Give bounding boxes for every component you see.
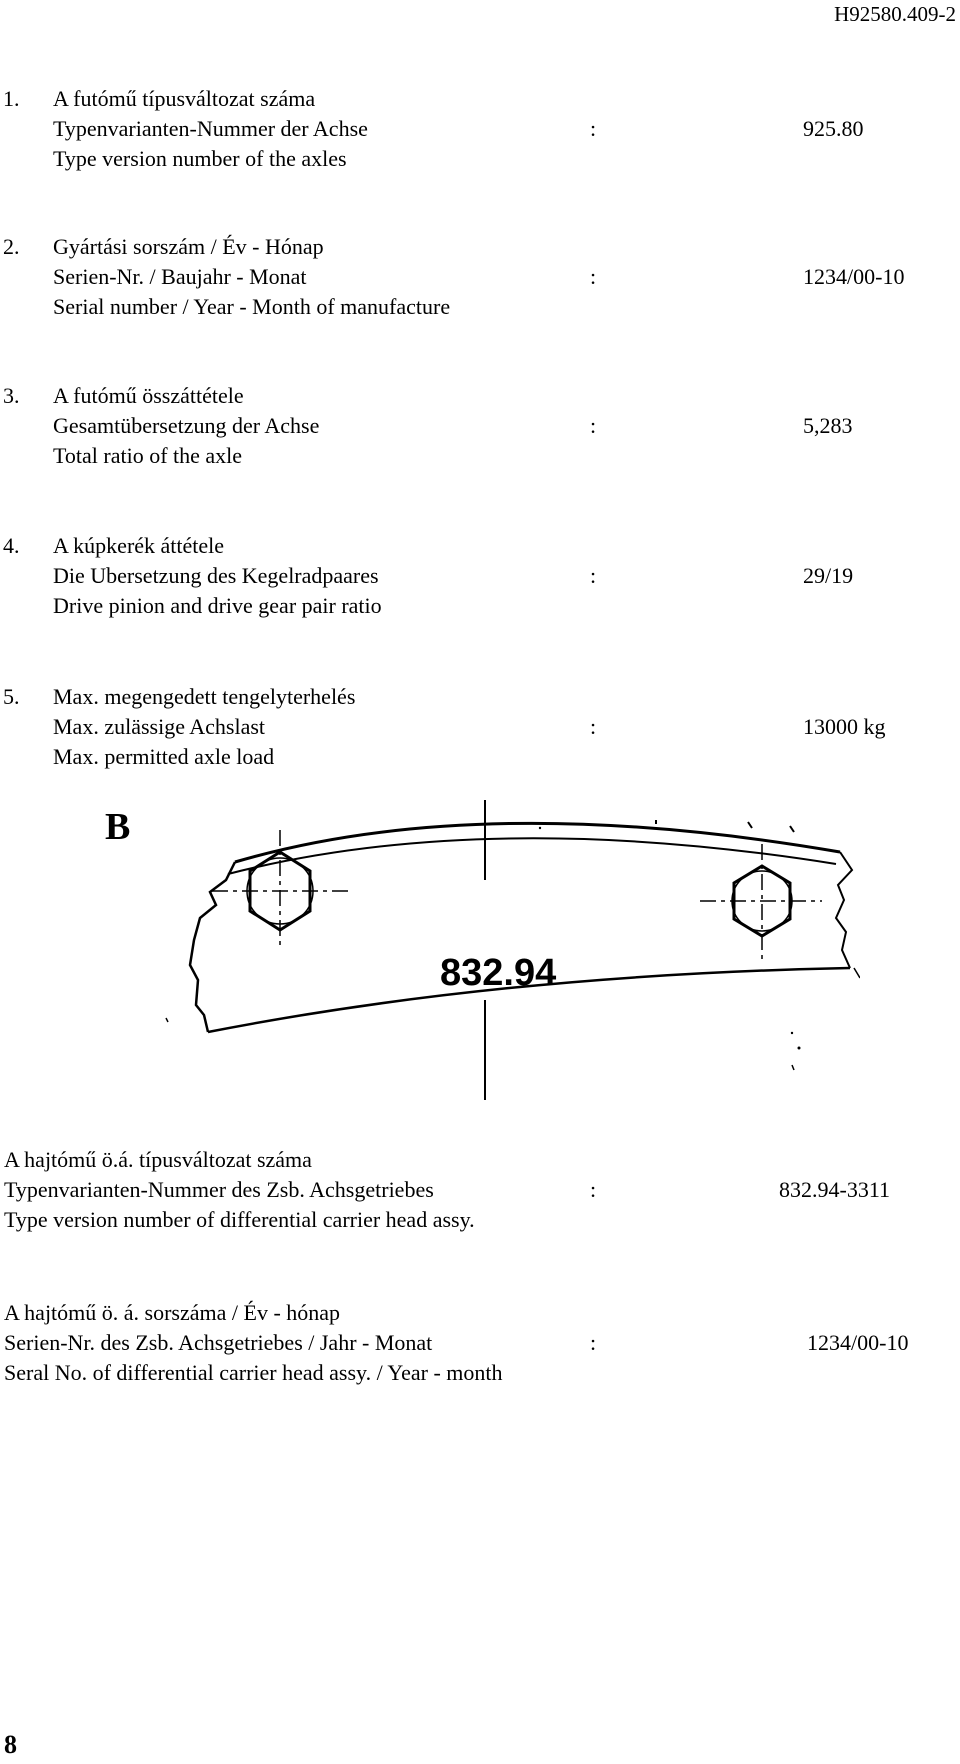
separator-colon: : [590,1177,597,1202]
value-serial-number: 1234/00-10 [803,264,905,289]
value-type-version: 925.80 [803,116,864,141]
label-de: Die Ubersetzung des Kegelradpaares [53,563,379,588]
spec-item-axle-load [0,682,960,772]
diff-item-serial-number [0,1298,960,1388]
spec-item-serial-number [0,232,960,322]
label-de: Gesamtübersetzung der Achse [53,413,320,438]
label-hu: A futómű típusváltozat száma [53,86,316,111]
item-number: 1. [3,86,20,111]
label-hu: Max. megengedett tengelyterhelés [53,684,356,709]
item-number: 2. [3,234,20,259]
label-hu: A hajtómű ö.á. típusváltozat száma [4,1147,312,1172]
item-number: 3. [3,383,20,408]
spec-item-total-ratio [0,381,960,471]
separator-colon: : [590,1330,597,1355]
value-diff-type-version: 832.94-3311 [779,1177,891,1202]
label-en: Max. permitted axle load [53,744,275,769]
label-en: Type version number of differential carrier head assy. [4,1207,475,1232]
label-de: Max. zulässige Achslast [53,714,266,739]
value-total-ratio: 5,283 [803,413,853,438]
label-de: Typenvarianten-Nummer der Achse [53,116,368,141]
value-gear-ratio: 29/19 [803,563,854,588]
right-bolt-icon [700,844,822,960]
document-id: H92580.409-2 [834,2,956,26]
figure-letter: B [105,806,131,848]
label-de: Typenvarianten-Nummer des Zsb. Achsgetriebes [4,1177,434,1202]
label-de: Serien-Nr. / Baujahr - Monat [53,264,307,289]
separator-colon: : [590,264,597,289]
label-en: Type version number of the axles [53,146,347,171]
separator-colon: : [590,714,597,739]
label-hu: Gyártási sorszám / Év - Hónap [53,234,324,259]
spec-item-type-version [0,84,960,174]
label-hu: A kúpkerék áttétele [53,533,225,558]
label-hu: A hajtómű ö. á. sorszáma / Év - hónap [4,1300,341,1325]
label-en: Seral No. of differential carrier head assy. / Year - month [4,1360,503,1385]
label-en: Serial number / Year - Month of manufacture [53,294,451,319]
differential-housing-figure [100,800,860,1130]
label-de: Serien-Nr. des Zsb. Achsgetriebes / Jahr - Monat [4,1330,433,1355]
label-en: Total ratio of the axle [53,443,243,468]
label-hu: A futómű összáttétele [53,383,244,408]
label-en: Drive pinion and drive gear pair ratio [53,593,382,618]
page-number: 8 [4,1730,17,1759]
diff-item-type-version [0,1145,960,1235]
value-diff-serial-number: 1234/00-10 [807,1330,909,1355]
separator-colon: : [590,563,597,588]
item-number: 5. [3,684,20,709]
item-number: 4. [3,533,20,558]
value-axle-load: 13000 kg [803,714,886,739]
separator-colon: : [590,413,597,438]
left-bolt-icon [212,830,348,950]
spec-item-gear-ratio [0,531,960,621]
separator-colon: : [590,116,597,141]
stamp-code: 832.94 [440,952,557,994]
